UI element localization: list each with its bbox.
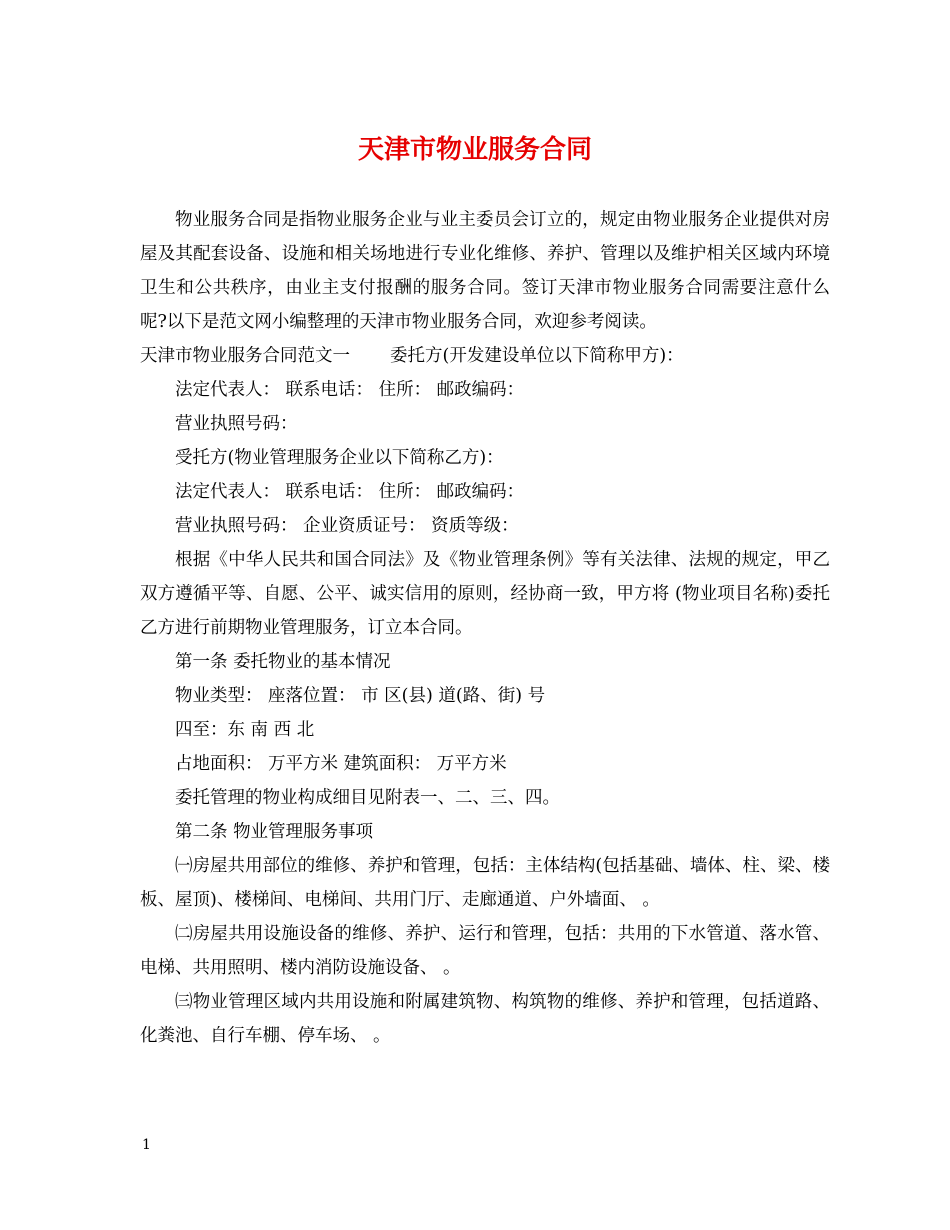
appendix-note: 委托管理的物业构成细目见附表一、二、三、四。 bbox=[175, 788, 560, 808]
service-item-1: ㈠房屋共用部位的维修、养护和管理，包括：主体结构(包括基础、墙体、柱、梁、楼板、屋顶)、楼梯间、电梯间、共用门厅、走廊通道、户外墙面、 。 bbox=[140, 856, 830, 910]
party-a-contact: 法定代表人： 联系电话： 住所： 邮政编码： bbox=[175, 380, 525, 400]
sample-heading: 天津市物业服务合同范文一 bbox=[140, 346, 350, 366]
party-a-label: 委托方(开发建设单位以下简称甲方)： bbox=[390, 346, 684, 366]
document-body bbox=[140, 203, 830, 1053]
service-item-2: ㈡房屋共用设施设备的维修、养护、运行和管理，包括：共用的下水管道、落水管、电梯、共用照明、楼内消防设施设备、 。 bbox=[140, 924, 830, 978]
property-type-line: 物业类型： 座落位置： 市 区(县) 道(路、街) 号 bbox=[175, 686, 546, 706]
article-1-title: 第一条 委托物业的基本情况 bbox=[175, 652, 391, 672]
party-b-contact: 法定代表人： 联系电话： 住所： 邮政编码： bbox=[175, 482, 525, 502]
intro-paragraph: 物业服务合同是指物业服务企业与业主委员会订立的，规定由物业服务企业提供对房屋及其配套设备、设施和相关场地进行专业化维修、养护、管理以及维护相关区域内环境卫生和公共秩序，由业主支付报酬的服务合同。签订天津市物业服务合同需要注意什么呢?以下是范文网小编整理的天津市物业服务合同，欢迎参考阅读。 bbox=[140, 210, 830, 332]
party-b-license: 营业执照号码： 企业资质证号： 资质等级： bbox=[175, 516, 519, 536]
document-title: 天津市物业服务合同 bbox=[357, 135, 592, 165]
basis-paragraph: 根据《中华人民共和国合同法》及《物业管理条例》等有关法律、法规的规定，甲乙双方遵循平等、自愿、公平、诚实信用的原则，经协商一致，甲方将 (物业项目名称)委托乙方进行前期物业管理服务，订立本合同。 bbox=[140, 550, 830, 638]
areas-line: 占地面积： 万平方米 建筑面积： 万平方米 bbox=[175, 754, 507, 774]
page-number: 1 bbox=[142, 1137, 151, 1153]
article-2-title: 第二条 物业管理服务事项 bbox=[175, 822, 374, 842]
boundaries-line: 四至：东 南 西 北 bbox=[175, 720, 315, 740]
service-item-3: ㈢物业管理区域内共用设施和附属建筑物、构筑物的维修、养护和管理，包括道路、化粪池、自行车棚、停车场、 。 bbox=[140, 992, 830, 1046]
party-a-license: 营业执照号码： bbox=[175, 414, 298, 434]
party-b-label: 受托方(物业管理服务企业以下简称乙方)： bbox=[175, 448, 504, 468]
sample-heading-line bbox=[140, 339, 830, 373]
